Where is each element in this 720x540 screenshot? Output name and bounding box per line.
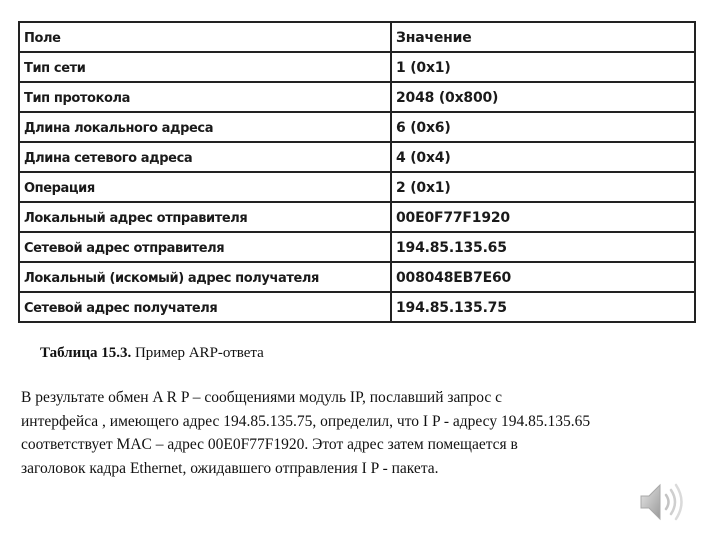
table-row — [19, 232, 695, 262]
table-row — [19, 172, 695, 202]
value-cell: 194.85.135.75 — [391, 292, 695, 322]
value-cell: 008048EB7E60 — [391, 262, 695, 292]
table-caption — [40, 345, 264, 362]
field-cell: Операция — [19, 172, 391, 202]
value-cell: 194.85.135.65 — [391, 232, 695, 262]
field-cell: Сетевой адрес получателя — [19, 292, 391, 322]
caption-text: Пример ARP-ответа — [131, 345, 264, 361]
field-cell: Тип сети — [19, 52, 391, 82]
table-row — [19, 142, 695, 172]
paragraph-line: интерфейса , имеющего адрес 194.85.135.75, определил, что I P - адресу 194.85.135.65 — [21, 412, 591, 430]
arp-response-table — [18, 21, 696, 323]
paragraph-line: соответствует MAC – адрес 00E0F77F1920. Этот адрес затем помещается в — [21, 436, 518, 453]
explanation-paragraph — [21, 386, 711, 480]
value-cell: 4 (0x4) — [391, 142, 695, 172]
table-row — [19, 82, 695, 112]
paragraph-line: заголовок кадра Ethernet, ожидавшего отправления I P - пакета. — [21, 459, 439, 477]
value-cell: 2048 (0x800) — [391, 82, 695, 112]
field-cell: Сетевой адрес отправителя — [19, 232, 391, 262]
table-header-row — [19, 22, 695, 52]
caption-label: Таблица 15.3. — [40, 345, 132, 361]
speaker-icon[interactable] — [638, 480, 690, 524]
value-cell: 6 (0x6) — [391, 112, 695, 142]
value-cell: 1 (0x1) — [391, 52, 695, 82]
table-row — [19, 262, 695, 292]
field-cell: Локальный (искомый) адрес получателя — [19, 262, 391, 292]
field-cell: Локальный адрес отправителя — [19, 202, 391, 232]
value-cell: 2 (0x1) — [391, 172, 695, 202]
field-cell: Длина сетевого адреса — [19, 142, 391, 172]
table-row — [19, 52, 695, 82]
field-cell: Тип протокола — [19, 82, 391, 112]
field-cell: Длина локального адреса — [19, 112, 391, 142]
paragraph-line: В результате обмен A R P – сообщениями модуль IP, пославший запрос с — [21, 389, 502, 406]
table-row — [19, 112, 695, 142]
table-row — [19, 202, 695, 232]
header-field-cell: Поле — [19, 22, 391, 52]
header-value-cell: Значение — [391, 22, 695, 52]
value-cell: 00E0F77F1920 — [391, 202, 695, 232]
table-row — [19, 292, 695, 322]
